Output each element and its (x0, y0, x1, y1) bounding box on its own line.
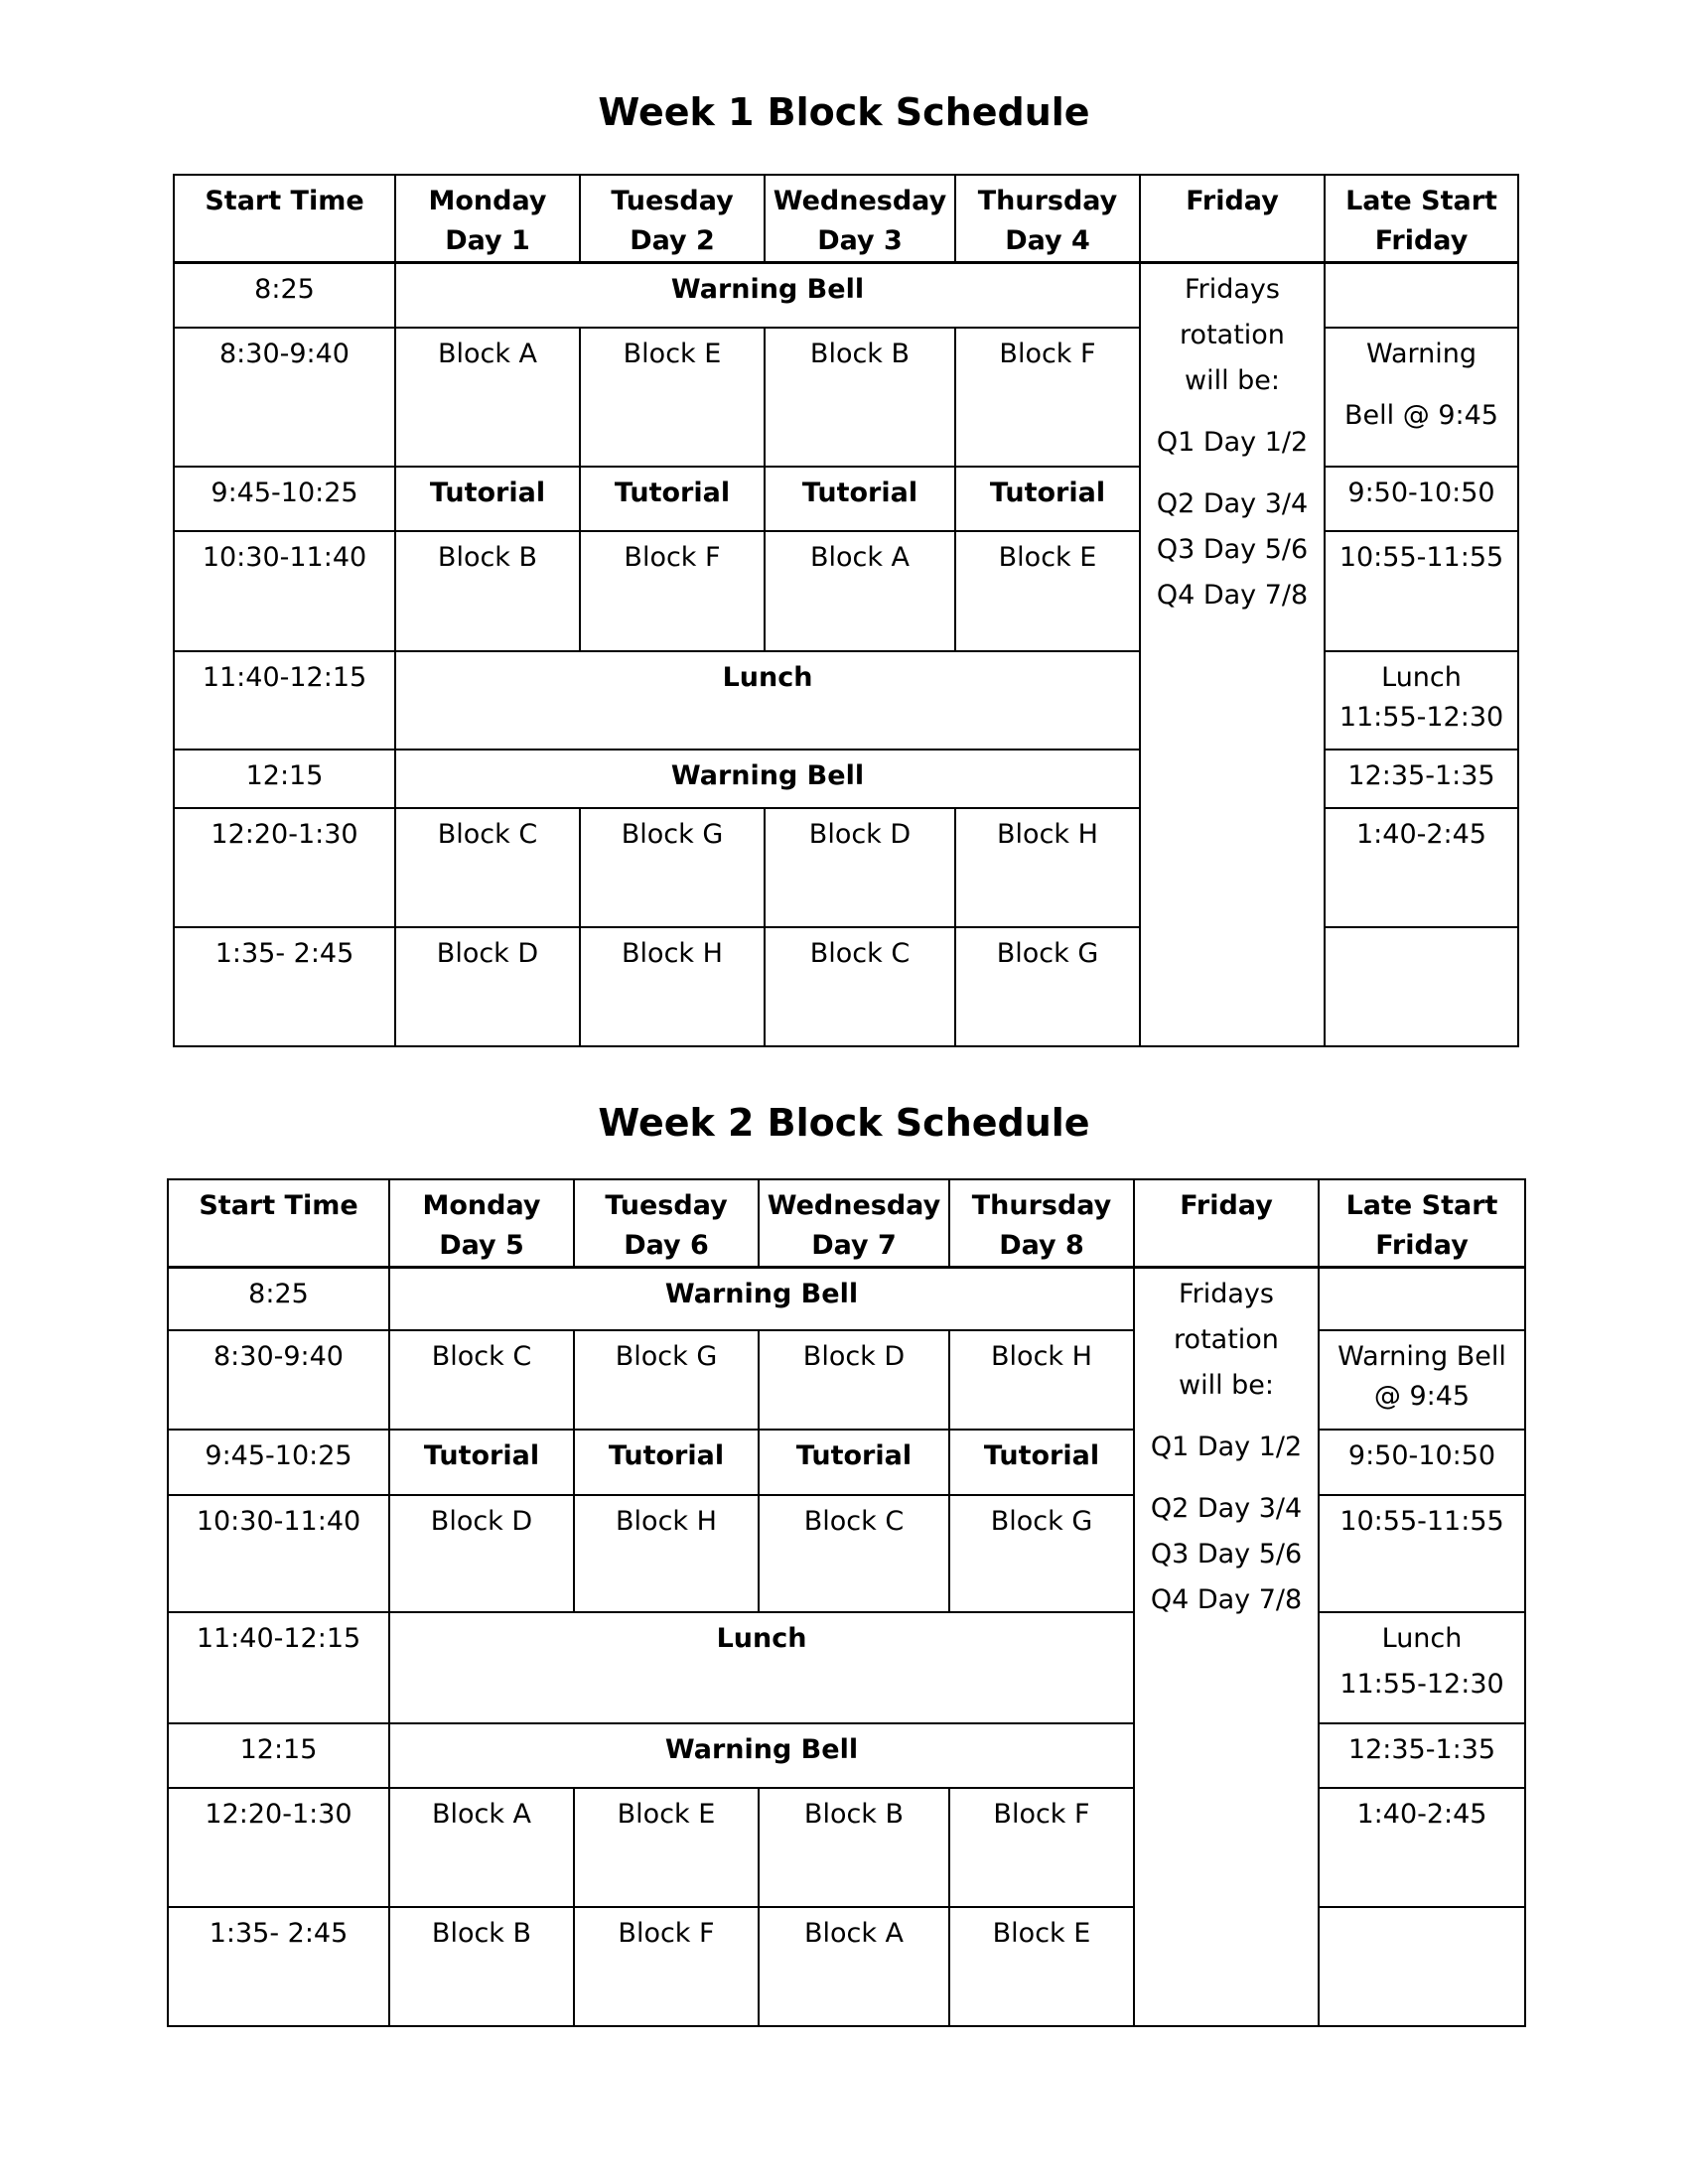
start-time-cell: 1:35- 2:45 (168, 1907, 389, 2026)
late-start-cell (1319, 1907, 1525, 2026)
table-row (174, 263, 1518, 328)
tuesday-block-cell: Block E (574, 1788, 759, 1907)
header-thursday: Thursday Day 8 (949, 1179, 1134, 1268)
header-monday: Monday Day 5 (389, 1179, 574, 1268)
late-start-cell: 10:55-11:55 (1319, 1495, 1525, 1612)
start-time-cell: 12:15 (174, 750, 395, 808)
header-row (168, 1179, 1525, 1268)
table-row (168, 1907, 1525, 2026)
monday-block-cell: Block D (389, 1495, 574, 1612)
header-late-start-friday: Late Start Friday (1325, 175, 1518, 263)
tuesday-block-cell: Block H (580, 927, 765, 1046)
monday-block-cell: Tutorial (395, 467, 580, 531)
start-time-cell: 8:30-9:40 (174, 328, 395, 467)
start-time-cell: 8:30-9:40 (168, 1330, 389, 1430)
lunch-cell: Lunch (389, 1612, 1134, 1723)
week-1-title: Week 1 Block Schedule (598, 90, 1090, 134)
warning-bell-cell: Warning Bell (389, 1268, 1134, 1330)
header-tuesday: Tuesday Day 2 (580, 175, 765, 263)
wednesday-block-cell: Block D (759, 1330, 949, 1430)
friday-rotation-note: Fridays rotation will be: Q1 Day 1/2 Q2 Day 3/4 Q3 Day 5/6 Q4 Day 7/8 (1134, 1268, 1319, 2026)
tuesday-block-cell: Block E (580, 328, 765, 467)
lunch-cell: Lunch (395, 651, 1140, 750)
late-start-cell: 12:35-1:35 (1325, 750, 1518, 808)
header-late-start-friday: Late Start Friday (1319, 1179, 1525, 1268)
wednesday-block-cell: Block C (765, 927, 955, 1046)
tuesday-block-cell: Block G (580, 808, 765, 927)
start-time-cell: 10:30-11:40 (174, 531, 395, 651)
start-time-cell: 8:25 (168, 1268, 389, 1330)
monday-block-cell: Block A (395, 328, 580, 467)
table-row (168, 1612, 1525, 1723)
late-start-cell (1325, 927, 1518, 1046)
header-thursday: Thursday Day 4 (955, 175, 1140, 263)
monday-block-cell: Block D (395, 927, 580, 1046)
late-start-cell: Lunch 11:55-12:30 (1325, 651, 1518, 750)
table-row (168, 1330, 1525, 1430)
week-2-title: Week 2 Block Schedule (598, 1101, 1090, 1145)
header-wednesday: Wednesday Day 3 (765, 175, 955, 263)
monday-block-cell: Block A (389, 1788, 574, 1907)
thursday-block-cell: Block G (949, 1495, 1134, 1612)
thursday-block-cell: Block H (949, 1330, 1134, 1430)
late-start-cell: Lunch 11:55-12:30 (1319, 1612, 1525, 1723)
late-start-cell: 1:40-2:45 (1319, 1788, 1525, 1907)
thursday-block-cell: Block F (949, 1788, 1134, 1907)
thursday-block-cell: Block E (955, 531, 1140, 651)
tuesday-block-cell: Block G (574, 1330, 759, 1430)
late-start-cell (1325, 263, 1518, 328)
thursday-block-cell: Block F (955, 328, 1140, 467)
thursday-block-cell: Block E (949, 1907, 1134, 2026)
start-time-cell: 12:20-1:30 (168, 1788, 389, 1907)
late-start-cell: 12:35-1:35 (1319, 1723, 1525, 1788)
tuesday-block-cell: Tutorial (574, 1430, 759, 1495)
warning-bell-cell: Warning Bell (395, 750, 1140, 808)
monday-block-cell: Block C (395, 808, 580, 927)
wednesday-block-cell: Block B (765, 328, 955, 467)
late-start-cell: 10:55-11:55 (1325, 531, 1518, 651)
header-row (174, 175, 1518, 263)
thursday-block-cell: Tutorial (955, 467, 1140, 531)
monday-block-cell: Block B (389, 1907, 574, 2026)
week-1-schedule-table (173, 174, 1519, 1047)
wednesday-block-cell: Block A (765, 531, 955, 651)
start-time-cell: 10:30-11:40 (168, 1495, 389, 1612)
header-tuesday: Tuesday Day 6 (574, 1179, 759, 1268)
start-time-cell: 9:45-10:25 (168, 1430, 389, 1495)
start-time-cell: 8:25 (174, 263, 395, 328)
tuesday-block-cell: Block H (574, 1495, 759, 1612)
header-wednesday: Wednesday Day 7 (759, 1179, 949, 1268)
start-time-cell: 12:20-1:30 (174, 808, 395, 927)
start-time-cell: 9:45-10:25 (174, 467, 395, 531)
wednesday-block-cell: Block C (759, 1495, 949, 1612)
wednesday-block-cell: Tutorial (765, 467, 955, 531)
wednesday-block-cell: Tutorial (759, 1430, 949, 1495)
wednesday-block-cell: Block A (759, 1907, 949, 2026)
table-row (168, 1723, 1525, 1788)
late-start-cell (1319, 1268, 1525, 1330)
tuesday-block-cell: Block F (580, 531, 765, 651)
wednesday-block-cell: Block D (765, 808, 955, 927)
start-time-cell: 1:35- 2:45 (174, 927, 395, 1046)
wednesday-block-cell: Block B (759, 1788, 949, 1907)
header-start-time: Start Time (174, 175, 395, 263)
late-start-cell: 1:40-2:45 (1325, 808, 1518, 927)
late-start-cell: Warning Bell @ 9:45 (1319, 1330, 1525, 1430)
friday-rotation-note: Fridays rotation will be: Q1 Day 1/2 Q2 Day 3/4 Q3 Day 5/6 Q4 Day 7/8 (1140, 263, 1325, 1046)
week-2-schedule-table (167, 1178, 1526, 2027)
monday-block-cell: Block B (395, 531, 580, 651)
start-time-cell: 12:15 (168, 1723, 389, 1788)
late-start-cell: 9:50-10:50 (1325, 467, 1518, 531)
header-start-time: Start Time (168, 1179, 389, 1268)
late-start-cell: Warning Bell @ 9:45 (1325, 328, 1518, 467)
tuesday-block-cell: Tutorial (580, 467, 765, 531)
start-time-cell: 11:40-12:15 (174, 651, 395, 750)
thursday-block-cell: Tutorial (949, 1430, 1134, 1495)
late-start-cell: 9:50-10:50 (1319, 1430, 1525, 1495)
table-row (168, 1788, 1525, 1907)
header-friday: Friday (1140, 175, 1325, 263)
table-row (168, 1430, 1525, 1495)
thursday-block-cell: Block G (955, 927, 1140, 1046)
header-friday: Friday (1134, 1179, 1319, 1268)
thursday-block-cell: Block H (955, 808, 1140, 927)
tuesday-block-cell: Block F (574, 1907, 759, 2026)
header-monday: Monday Day 1 (395, 175, 580, 263)
monday-block-cell: Tutorial (389, 1430, 574, 1495)
monday-block-cell: Block C (389, 1330, 574, 1430)
table-row (168, 1495, 1525, 1612)
warning-bell-cell: Warning Bell (389, 1723, 1134, 1788)
table-row (168, 1268, 1525, 1330)
warning-bell-cell: Warning Bell (395, 263, 1140, 328)
start-time-cell: 11:40-12:15 (168, 1612, 389, 1723)
